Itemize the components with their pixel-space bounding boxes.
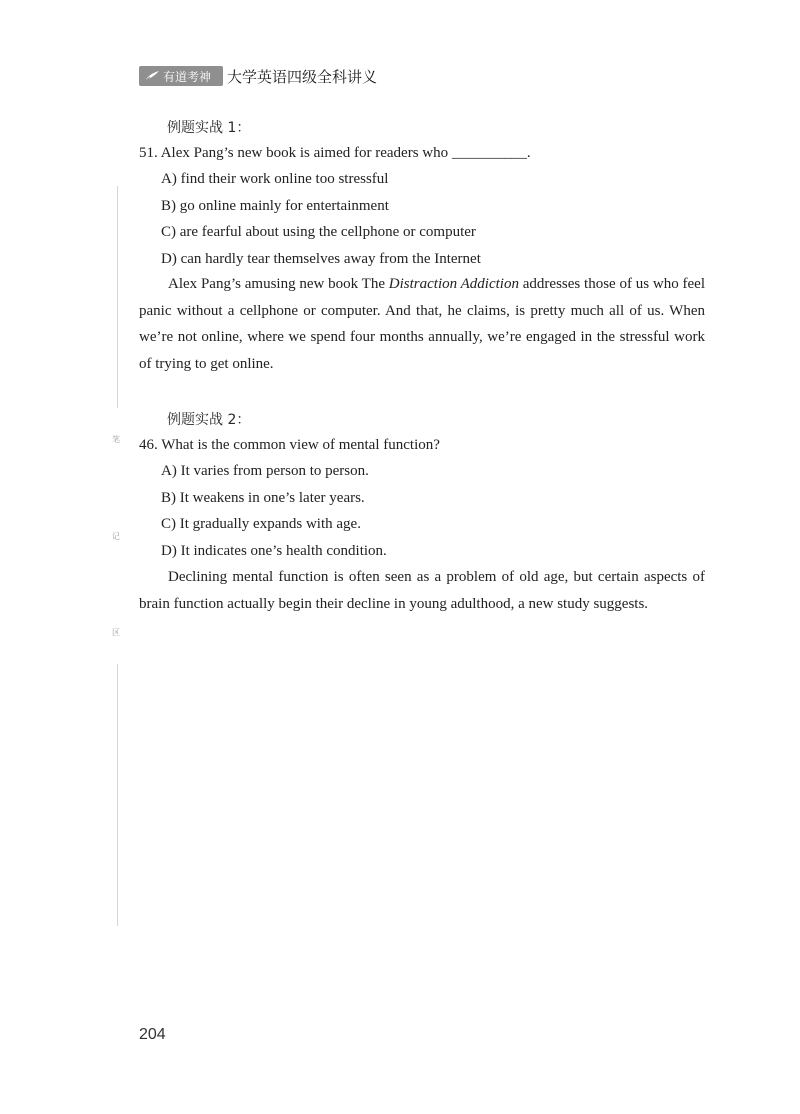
question-text: Alex Pang’s new book is aimed for readers who __________. <box>160 145 531 161</box>
notes-margin-char-1: 笔 <box>112 435 120 444</box>
example-1-label: 例题实战 1： <box>167 120 251 136</box>
question-number: 51. <box>139 145 158 161</box>
option-b: B) It weakens in one’s later years. <box>161 490 365 506</box>
feather-logo-icon <box>144 70 160 82</box>
notes-margin-char-2: 记 <box>112 532 120 541</box>
option-a: A) find their work online too stressful <box>161 171 389 187</box>
question-number: 46. <box>139 437 158 453</box>
passage-2: Declining mental function is often seen as a problem of old age, but certain aspects of brain function actually begin their decline in young adulthood, a new study suggests. <box>139 569 705 612</box>
page-header <box>139 66 377 86</box>
notes-margin-line-bottom <box>117 664 118 926</box>
brand-name: 有道考神 <box>163 69 212 84</box>
notes-margin-line-top <box>117 186 118 408</box>
notes-margin-char-3: 区 <box>112 628 120 637</box>
book-title-italic: Distraction Addiction <box>388 276 519 292</box>
option-c: C) It gradually expands with age. <box>161 516 361 532</box>
question-46 <box>139 436 440 454</box>
example-2-label: 例题实战 2： <box>167 412 251 428</box>
brand-badge <box>139 66 223 86</box>
question-51 <box>139 144 531 162</box>
passage-1: Alex Pang’s amusing new book The Distraction Addiction addresses those of us who feel panic without a cellphone or computer. And that, he claims, is pretty much all of us. When we’re not online, where we spend four months annually, we’re engaged in the stressful work of trying to get online. <box>139 276 705 372</box>
option-a: A) It varies from person to person. <box>161 463 369 479</box>
option-b: B) go online mainly for entertainment <box>161 198 389 214</box>
option-c: C) are fearful about using the cellphone or computer <box>161 224 476 240</box>
book-title: 大学英语四级全科讲义 <box>227 67 378 86</box>
question-text: What is the common view of mental function? <box>161 437 440 453</box>
option-d: D) It indicates one’s health condition. <box>161 543 387 559</box>
page-number: 204 <box>139 1026 166 1043</box>
option-d: D) can hardly tear themselves away from the Internet <box>161 251 481 267</box>
